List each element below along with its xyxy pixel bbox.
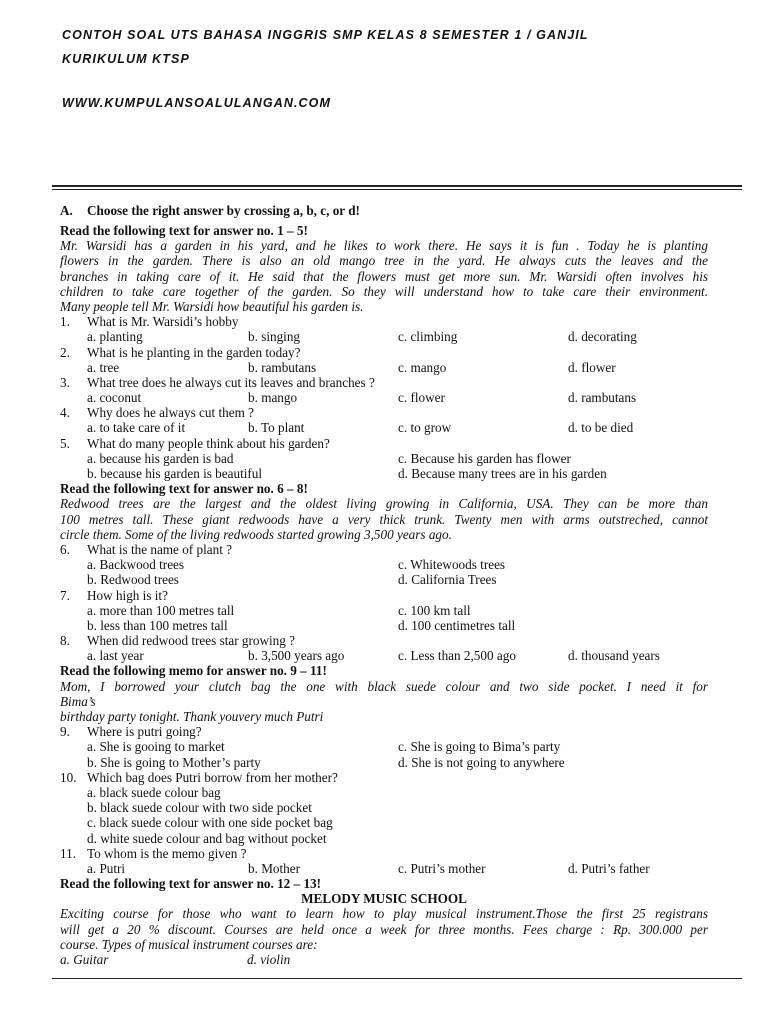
options-row bbox=[60, 390, 708, 405]
question-8: 8. When did redwood trees star growing ? bbox=[60, 633, 296, 649]
option-a[interactable]: a. to take care of it bbox=[87, 420, 186, 436]
option-b[interactable]: b. less than 100 metres tall bbox=[87, 617, 228, 633]
option-c[interactable]: c. 100 km tall bbox=[398, 602, 471, 618]
option-c[interactable]: c. She is going to Bima’s party bbox=[398, 739, 561, 755]
option-a[interactable]: a. tree bbox=[87, 359, 120, 375]
option-c[interactable]: c. black suede colour with one side pocket bag bbox=[87, 815, 333, 831]
option-d[interactable]: d. Because many trees are in his garden bbox=[398, 466, 607, 481]
reading-title-4: MELODY MUSIC SCHOOL bbox=[301, 891, 467, 907]
options-row bbox=[60, 420, 708, 435]
options-row bbox=[60, 648, 708, 663]
reading-text-2-line: Redwood trees are the largest and the oldest living growing in California, USA. They can be more than bbox=[60, 496, 708, 512]
reading-heading-4: Read the following text for answer no. 12 – 13! bbox=[60, 876, 322, 892]
options-row bbox=[60, 466, 708, 481]
option-c[interactable]: c. flower bbox=[398, 390, 445, 406]
option-b[interactable]: b. She is going to Mother’s party bbox=[87, 754, 261, 770]
reading-heading-1: Read the following text for answer no. 1 – 5! bbox=[60, 223, 308, 238]
option-b[interactable]: b. mango bbox=[248, 390, 298, 406]
options-row bbox=[60, 572, 708, 587]
reading-text-4-line: course. Types of musical instrument courses are: bbox=[60, 936, 318, 952]
option-b[interactable]: b. rambutans bbox=[248, 359, 317, 375]
option-a[interactable]: a. more than 100 metres tall bbox=[87, 602, 235, 618]
option-c[interactable]: c. to grow bbox=[398, 420, 452, 436]
reading-text-1-line: branches in taking care of it. He said that the flowers must get more sun. Mr. Warsidi often involves his bbox=[60, 268, 708, 284]
option-b[interactable]: b. Redwood trees bbox=[87, 572, 179, 588]
reading-text-2-line: 100 metres tall. These giant redwoods have a very thick trunk. Twenty men with arms outstreched, cannot bbox=[60, 511, 708, 527]
options-row bbox=[60, 861, 708, 876]
option-c[interactable]: c. climbing bbox=[398, 329, 458, 345]
reading-text-1-line: children to take care together of the garden. So they will understand how to take care their environment. bbox=[60, 283, 708, 299]
bottom-divider bbox=[52, 978, 742, 979]
options-row bbox=[60, 451, 708, 466]
course-item: a. Guitar bbox=[60, 952, 109, 967]
exam-body bbox=[60, 203, 708, 967]
options-row bbox=[60, 618, 708, 633]
header-divider bbox=[52, 185, 742, 187]
course-list-row bbox=[60, 952, 708, 967]
option-a[interactable]: a. Putri bbox=[87, 860, 126, 876]
question-9: 9. Where is putri going? bbox=[60, 724, 202, 740]
options-row bbox=[60, 800, 708, 815]
option-a[interactable]: a. planting bbox=[87, 329, 143, 345]
course-item: d. violin bbox=[247, 952, 291, 967]
options-row bbox=[60, 785, 708, 800]
memo-text-line: Mom, I borrowed your clutch bag the one with black suede colour and two side pocket. I need it for bbox=[60, 678, 708, 694]
option-b[interactable]: b. singing bbox=[248, 329, 301, 345]
option-c[interactable]: c. Putri’s mother bbox=[398, 860, 486, 876]
options-row bbox=[60, 815, 708, 830]
question-1: 1. What is Mr. Warsidi’s hobby bbox=[60, 314, 239, 330]
option-c[interactable]: c. Because his garden has flower bbox=[398, 450, 571, 466]
reading-text-4-line: Exciting course for those who want to learn how to play musical instrument.Those the first 25 registrans bbox=[60, 906, 708, 922]
reading-heading-3: Read the following memo for answer no. 9 – 11! bbox=[60, 663, 327, 679]
options-row bbox=[60, 329, 708, 344]
option-b[interactable]: b. because his garden is beautiful bbox=[87, 466, 263, 481]
question-6: 6. What is the name of plant ? bbox=[60, 541, 233, 557]
option-d[interactable]: d. flower bbox=[568, 359, 616, 375]
header-divider-thin bbox=[52, 189, 742, 190]
option-d[interactable]: d. decorating bbox=[568, 329, 637, 345]
option-d[interactable]: d. white suede colour and bag without pocket bbox=[87, 830, 327, 846]
option-a[interactable]: a. black suede colour bag bbox=[87, 784, 221, 800]
reading-text-1-line: Mr. Warsidi has a garden in his yard, and he likes to work there. He says it is fun . Today he is planting bbox=[60, 238, 708, 254]
question-4: 4. Why does he always cut them ? bbox=[60, 405, 254, 421]
document-title-line2: KURIKULUM KTSP bbox=[62, 52, 190, 66]
option-b[interactable]: b. 3,500 years ago bbox=[248, 648, 345, 664]
option-d[interactable]: d. to be died bbox=[568, 420, 634, 436]
option-b[interactable]: b. black suede colour with two side pocket bbox=[87, 800, 312, 816]
option-d[interactable]: d. She is not going to anywhere bbox=[398, 754, 565, 770]
option-b[interactable]: b. Mother bbox=[248, 860, 301, 876]
option-a[interactable]: a. coconut bbox=[87, 390, 142, 406]
option-a[interactable]: a. Backwood trees bbox=[87, 557, 185, 573]
reading-heading-2: Read the following text for answer no. 6 – 8! bbox=[60, 481, 308, 497]
option-d[interactable]: d. rambutans bbox=[568, 390, 637, 406]
option-a[interactable]: a. last year bbox=[87, 648, 144, 664]
option-d[interactable]: d. Putri’s father bbox=[568, 860, 650, 876]
options-row bbox=[60, 739, 708, 754]
options-row bbox=[60, 360, 708, 375]
options-row bbox=[60, 755, 708, 770]
option-d[interactable]: d. California Trees bbox=[398, 572, 497, 588]
option-d[interactable]: d. 100 centimetres tall bbox=[398, 617, 516, 633]
question-11: 11. To whom is the memo given ? bbox=[60, 845, 247, 861]
question-2: 2. What is he planting in the garden today? bbox=[60, 344, 301, 360]
reading-text-2-line: circle them. Some of the living redwoods started growing 3,500 years ago. bbox=[60, 526, 452, 542]
option-b[interactable]: b. To plant bbox=[248, 420, 305, 436]
option-c[interactable]: c. Less than 2,500 ago bbox=[398, 648, 516, 664]
option-a[interactable]: a. because his garden is bad bbox=[87, 450, 234, 466]
section-instruction: A. Choose the right answer by crossing a, b, c, or d! bbox=[60, 203, 360, 218]
reading-text-1-line: Many people tell Mr. Warsidi how beautiful his garden is. bbox=[60, 298, 364, 314]
option-a[interactable]: a. She is gooing to market bbox=[87, 739, 225, 755]
question-7: 7. How high is it? bbox=[60, 587, 168, 603]
reading-text-4-line: will get a 20 % discount. Courses are held once a week for three months. Fees charge : Rp. 300.000 per bbox=[60, 921, 708, 937]
memo-text-line: Bima’s bbox=[60, 693, 96, 709]
options-row bbox=[60, 831, 708, 846]
option-c[interactable]: c. Whitewoods trees bbox=[398, 557, 506, 573]
option-d[interactable]: d. thousand years bbox=[568, 648, 660, 664]
options-row bbox=[60, 603, 708, 618]
document-title-line1: CONTOH SOAL UTS BAHASA INGGRIS SMP KELAS 8 SEMESTER 1 / GANJIL bbox=[62, 28, 589, 42]
reading-text-1-line: flowers in the garden. There is also an old mango tree in the yard. He always cuts the leaves and the bbox=[60, 253, 708, 269]
option-c[interactable]: c. mango bbox=[398, 359, 447, 375]
website-url[interactable]: WWW.KUMPULANSOALULANGAN.COM bbox=[62, 96, 332, 110]
options-row bbox=[60, 557, 708, 572]
question-10: 10. Which bag does Putri borrow from her mother? bbox=[60, 769, 338, 785]
memo-text-line: birthday party tonight. Thank youvery much Putri bbox=[60, 709, 324, 724]
question-3: 3. What tree does he always cut its leaves and branches ? bbox=[60, 374, 375, 390]
question-5: 5. What do many people think about his garden? bbox=[60, 435, 330, 451]
